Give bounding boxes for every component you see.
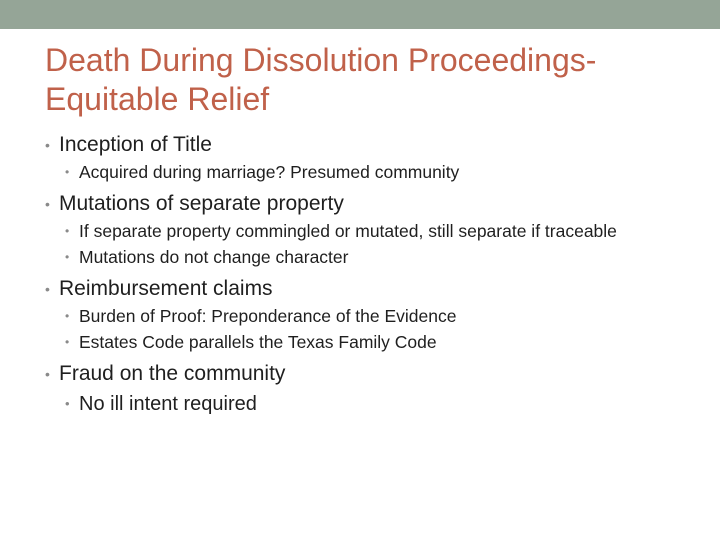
slide-title-line-2: Equitable Relief	[45, 81, 270, 117]
sub-bullet-burden-of-proof	[65, 306, 639, 327]
sub-bullet-mutations-character	[65, 247, 639, 268]
bullet-icon: •	[45, 137, 50, 153]
bullet-icon: •	[65, 165, 70, 179]
top-accent-band	[0, 0, 720, 29]
bullet-text: Inception of Title	[59, 133, 212, 156]
bullet-icon: •	[65, 224, 70, 238]
sub-bullet-text: Acquired during marriage? Presumed community	[79, 162, 460, 182]
bullet-fraud-on-the-community	[45, 359, 685, 389]
sub-bullet-acquired-during-marriage	[65, 162, 639, 183]
sub-bullet-commingled-traceable	[65, 221, 639, 242]
bullet-inception-of-title	[45, 130, 685, 160]
sub-bullet-text: If separate property commingled or mutated, still separate if traceable	[79, 221, 617, 241]
sub-bullet-text: Estates Code parallels the Texas Family Code	[79, 332, 437, 352]
bullet-text: Mutations of separate property	[59, 192, 344, 215]
bullet-icon: •	[65, 396, 70, 411]
bullet-icon: •	[45, 196, 50, 212]
slide-title	[45, 41, 695, 119]
bullet-text: Reimbursement claims	[59, 277, 273, 300]
bullet-reimbursement-claims	[45, 274, 685, 304]
sub-bullet-text: Mutations do not change character	[79, 247, 349, 267]
bullet-text: Fraud on the community	[59, 362, 286, 385]
sub-bullet-estates-code	[65, 332, 639, 353]
slide-content	[45, 130, 685, 417]
bullet-icon: •	[65, 250, 70, 264]
bullet-mutations-of-separate-property	[45, 189, 685, 219]
bullet-icon: •	[65, 335, 70, 349]
slide-title-line-1: Death During Dissolution Proceedings-	[45, 42, 597, 78]
bullet-icon: •	[45, 281, 50, 297]
sub-bullet-text: No ill intent required	[79, 393, 257, 415]
bullet-icon: •	[45, 366, 50, 382]
sub-bullet-no-ill-intent	[65, 391, 639, 417]
sub-bullet-text: Burden of Proof: Preponderance of the Evidence	[79, 306, 457, 326]
bullet-icon: •	[65, 309, 70, 323]
